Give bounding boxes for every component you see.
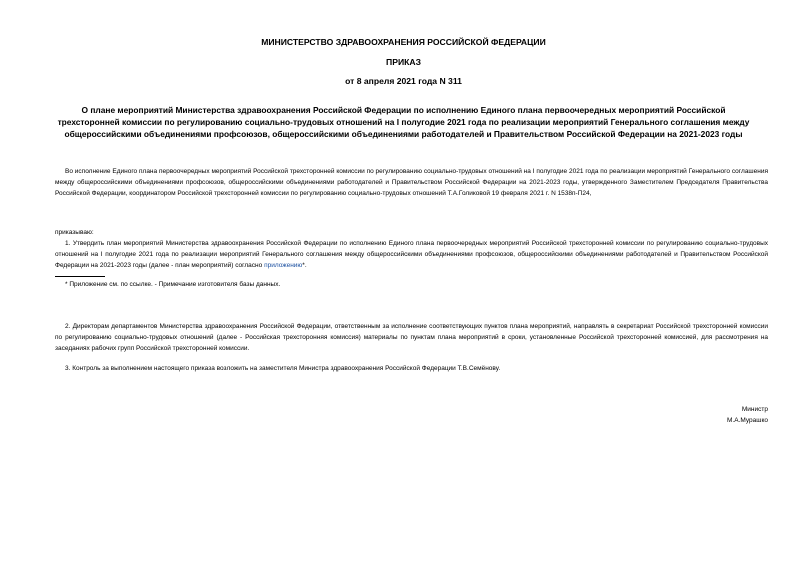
document-date: от 8 апреля 2021 года N 311 bbox=[345, 76, 462, 86]
appendix-link[interactable]: приложению bbox=[264, 262, 303, 269]
order-item-1-text: 1. Утвердить план мероприятий Министерства здравоохранения Российской Федерации по исполнению Единого плана первоочередных мероприятий Российской трехсторонней комиссии по регулированию социально-трудовых отношений на I полугодие 2021 года по реализации мероприятий Генерального соглашения между общероссийскими объединениями профсоюзов, общероссийскими объединениями работодателей и Правительством Российской Федерации на 2021-2023 годы (далее - план мероприятий) согласно bbox=[55, 240, 768, 269]
signature-position: Министр bbox=[741, 406, 768, 413]
document-type: ПРИКАЗ bbox=[386, 57, 421, 67]
order-item-3: 3. Контроль за выполнением настоящего приказа возложить на заместителя Министра здравоохранения Российской Федерации Т.В.Семёнову. bbox=[65, 365, 501, 372]
footnote: * Приложение см. по ссылке. - Примечание изготовителя базы данных. bbox=[65, 281, 281, 288]
order-item-2: 2. Директорам департаментов Министерства здравоохранения Российской Федерации, ответственным за исполнение соответствующих пунктов плана мероприятий, направлять в секретариат Российской трехсторонней комиссии по регулированию социально-трудовых отношений (далее - Российская трехсторонняя комиссия) материалы по пунктам плана мероприятий в сроки, установленные Российской трехсторонней комиссией, для рассмотрения на заседаниях рабочих групп Российской трехсторонней комиссии. bbox=[55, 323, 768, 352]
intro-paragraph: Во исполнение Единого плана первоочередных мероприятий Российской трехсторонней комиссии по регулированию социально-трудовых отношений на I полугодие 2021 года по реализации мероприятий Генерального соглашения между общероссийскими объединениями профсоюзов, общероссийскими объединениями работодателей и Правительством Российской Федерации на 2021-2023 годы, утвержденного Заместителем Председателя Правительства Российской Федерации, координатором Российской трехсторонней комиссии по регулированию социально-трудовых отношений Т.А.Голиковой 19 февраля 2021 г. N 1538п-П24, bbox=[55, 168, 768, 197]
order-item-1 bbox=[55, 238, 768, 271]
order-phrase: приказываю: bbox=[55, 229, 94, 236]
footnote-divider bbox=[55, 276, 105, 277]
signature-name: М.А.Мурашко bbox=[726, 417, 768, 424]
footnote-marker: *. bbox=[302, 262, 307, 269]
document-title: О плане мероприятий Министерства здравоохранения Российской Федерации по исполнению Единого плана первоочередных мероприятий Российской трехсторонней комиссии по регулированию социально-трудовых отношений на I полугодие 2021 года по реализации мероприятий Генерального соглашения между общероссийскими объединениями профсоюзов, общероссийскими объединениями работодателей и Правительством Российской Федерации на 2021-2023 годы bbox=[57, 105, 750, 139]
ministry-heading: МИНИСТЕРСТВО ЗДРАВООХРАНЕНИЯ РОССИЙСКОЙ ФЕДЕРАЦИИ bbox=[261, 37, 546, 47]
